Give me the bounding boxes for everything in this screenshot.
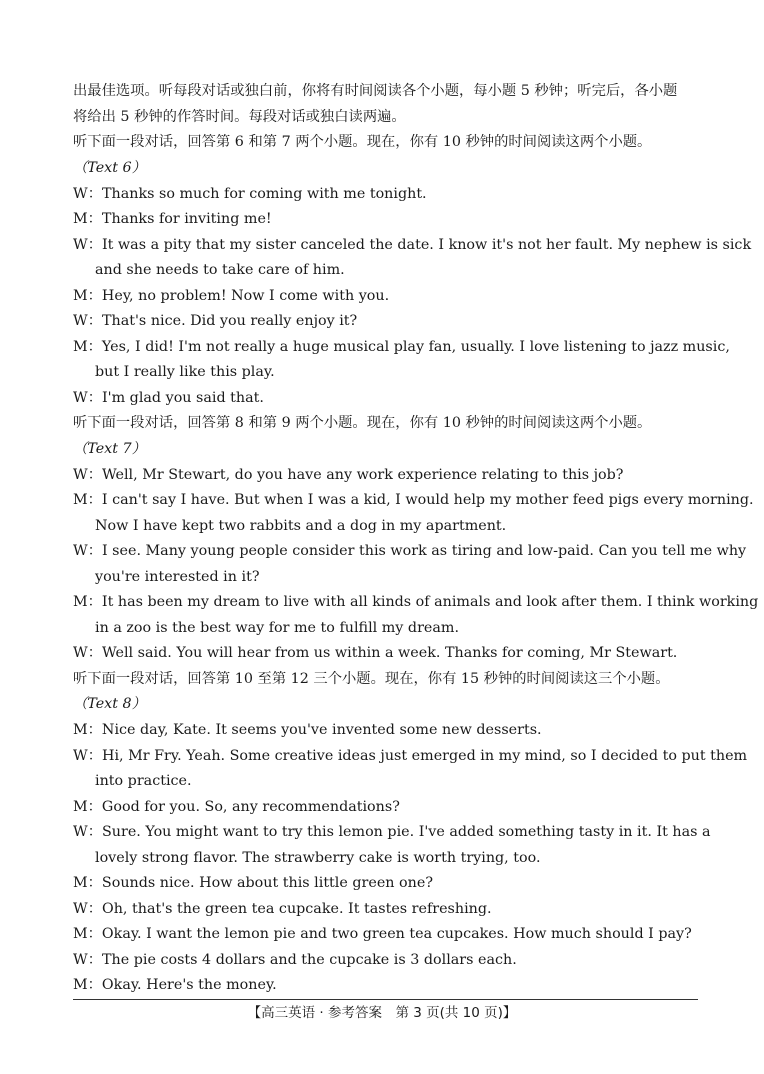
dialogue-line: W：Hi, Mr Fry. Yeah. Some creative ideas just emerged in my mind, so I decided to put them xyxy=(73,748,748,764)
dialogue-line-cont: and she needs to take care of him. xyxy=(95,262,345,278)
dialogue-line: M：Good for you. So, any recommendations? xyxy=(73,799,400,815)
instruction-line: 将给出 5 秒钟的作答时间。每段对话或独白读两遍。 xyxy=(73,109,406,125)
dialogue-line: W：Sure. You might want to try this lemon pie. I've added something tasty in it. It has a xyxy=(73,824,711,840)
dialogue-line: M：Thanks for inviting me! xyxy=(73,211,272,227)
dialogue-line-cont: in a zoo is the best way for me to fulfill my dream. xyxy=(95,620,460,636)
dialogue-line: M：Okay. I want the lemon pie and two green tea cupcakes. How much should I pay? xyxy=(73,926,692,942)
section-instruction: 听下面一段对话，回答第 8 和第 9 两个小题。现在，你有 10 秒钟的时间阅读这两个小题。 xyxy=(73,415,652,431)
dialogue-line: W：I'm glad you said that. xyxy=(73,390,264,406)
dialogue-line-cont: you're interested in it? xyxy=(95,569,260,585)
dialogue-line-cont: into practice. xyxy=(95,773,192,789)
dialogue-line: W：It was a pity that my sister canceled the date. I know it's not her fault. My nephew is sick xyxy=(73,237,752,253)
dialogue-line: W：Well said. You will hear from us within a week. Thanks for coming, Mr Stewart. xyxy=(73,645,678,661)
page-footer: 【高三英语 · 参考答案 第 3 页(共 10 页)】 xyxy=(247,1005,517,1021)
footer-rule xyxy=(73,999,698,1000)
dialogue-line: W：Thanks so much for coming with me tonight. xyxy=(73,186,427,202)
dialogue-line: M：It has been my dream to live with all kinds of animals and look after them. I think working xyxy=(73,594,759,610)
dialogue-line-cont: but I really like this play. xyxy=(95,364,275,380)
dialogue-line-cont: lovely strong flavor. The strawberry cake is worth trying, too. xyxy=(95,850,541,866)
text-label: （Text 8） xyxy=(73,696,146,712)
dialogue-line: W：That's nice. Did you really enjoy it? xyxy=(73,313,358,329)
instruction-line: 出最佳选项。听每段对话或独白前，你将有时间阅读各个小题，每小题 5 秒钟；听完后，各小题 xyxy=(73,83,678,99)
dialogue-line: M：Sounds nice. How about this little green one? xyxy=(73,875,433,891)
dialogue-line: W：Oh, that's the green tea cupcake. It tastes refreshing. xyxy=(73,901,492,917)
section-instruction: 听下面一段对话，回答第 6 和第 7 两个小题。现在，你有 10 秒钟的时间阅读这两个小题。 xyxy=(73,134,652,150)
dialogue-line: M：Nice day, Kate. It seems you've invented some new desserts. xyxy=(73,722,542,738)
dialogue-line: M：Yes, I did! I'm not really a huge musical play fan, usually. I love listening to jazz music, xyxy=(73,339,730,355)
dialogue-line-cont: Now I have kept two rabbits and a dog in my apartment. xyxy=(95,518,507,534)
text-label: （Text 7） xyxy=(73,441,146,457)
dialogue-line: W：Well, Mr Stewart, do you have any work experience relating to this job? xyxy=(73,467,624,483)
text-label: （Text 6） xyxy=(73,160,146,176)
dialogue-line: M：Okay. Here's the money. xyxy=(73,977,277,993)
dialogue-line: M：I can't say I have. But when I was a kid, I would help my mother feed pigs every morning. xyxy=(73,492,754,508)
section-instruction: 听下面一段对话，回答第 10 至第 12 三个小题。现在，你有 15 秒钟的时间阅读这三个小题。 xyxy=(73,671,670,687)
dialogue-line: W：I see. Many young people consider this work as tiring and low-paid. Can you tell me why xyxy=(73,543,747,559)
dialogue-line: M：Hey, no problem! Now I come with you. xyxy=(73,288,390,304)
dialogue-line: W：The pie costs 4 dollars and the cupcake is 3 dollars each. xyxy=(73,952,517,968)
